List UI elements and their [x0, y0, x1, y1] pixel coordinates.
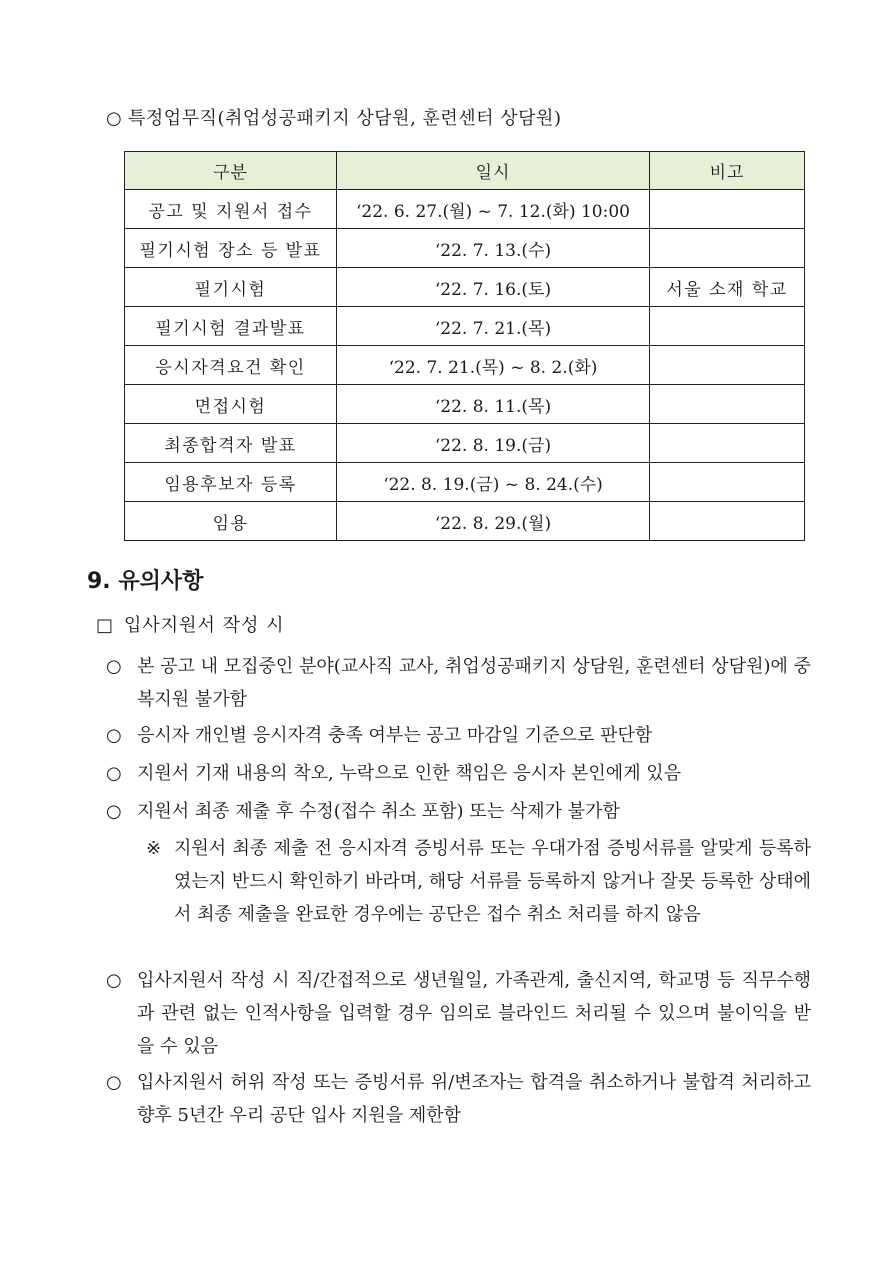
- reference-mark-icon: ※: [146, 838, 162, 859]
- circle-bullet-icon: ○: [106, 801, 122, 822]
- notice-item: [106, 964, 811, 1063]
- notice-item-text: 응시자 개인별 응시자격 충족 여부는 공고 마감일 기준으로 판단함: [137, 725, 653, 746]
- row-note: [650, 502, 805, 541]
- circle-bullet-icon: ○: [106, 970, 122, 991]
- table-row: [125, 307, 805, 346]
- row-category: 필기시험 결과발표: [125, 307, 337, 346]
- table-row: [125, 502, 805, 541]
- notice-item: [106, 1066, 811, 1132]
- row-category: 공고 및 지원서 접수: [125, 190, 337, 229]
- row-note: [650, 385, 805, 424]
- table-row: [125, 268, 805, 307]
- schedule-header-row: [125, 152, 805, 190]
- notice-item-text: 지원서 최종 제출 후 수정(접수 취소 포함) 또는 삭제가 불가함: [137, 801, 620, 822]
- notice-item-text: 본 공고 내 모집중인 분야(교사직 교사, 취업성공패키지 상담원, 훈련센터 상담원)에 중복지원 불가함: [137, 656, 811, 710]
- row-datetime: ‘22. 8. 29.(월): [337, 502, 650, 541]
- row-note: [650, 346, 805, 385]
- circle-bullet-icon: ○: [106, 763, 122, 784]
- row-note: [650, 229, 805, 268]
- notice-item-text: 지원서 기재 내용의 착오, 누락으로 인한 책임은 응시자 본인에게 있음: [137, 763, 682, 784]
- row-datetime: ‘22. 8. 19.(금): [337, 424, 650, 463]
- row-datetime: ‘22. 8. 11.(목): [337, 385, 650, 424]
- box-item-text: 입사지원서 작성 시: [124, 615, 285, 636]
- row-datetime: ‘22. 8. 19.(금) ~ 8. 24.(수): [337, 463, 650, 502]
- row-datetime: ‘22. 7. 13.(수): [337, 229, 650, 268]
- notice-item-text: 입사지원서 허위 작성 또는 증빙서류 위/변조자는 합격을 취소하거나 불합격 처리하고 향후 5년간 우리 공단 입사 지원을 제한함: [137, 1072, 811, 1126]
- row-datetime: ‘22. 7. 21.(목) ~ 8. 2.(화): [337, 346, 650, 385]
- circle-bullet-icon: ○: [106, 656, 122, 677]
- notice-item: [106, 757, 811, 790]
- row-datetime: ‘22. 7. 21.(목): [337, 307, 650, 346]
- table-row: [125, 424, 805, 463]
- notice-item-text: 입사지원서 작성 시 직/간접적으로 생년월일, 가족관계, 출신지역, 학교명 등 직무수행과 관련 없는 인적사항을 입력할 경우 임의로 블라인드 처리될 수 있으며 불이익을 받을 수 있음: [137, 970, 811, 1057]
- position-subheading-text: 특정업무직(취업성공패키지 상담원, 훈련센터 상담원): [128, 108, 562, 129]
- row-category: 임용: [125, 502, 337, 541]
- schedule-table: [124, 151, 805, 541]
- row-category: 면접시험: [125, 385, 337, 424]
- table-row: [125, 463, 805, 502]
- row-category: 임용후보자 등록: [125, 463, 337, 502]
- table-row: [125, 229, 805, 268]
- row-datetime: ‘22. 7. 16.(토): [337, 268, 650, 307]
- notice-note: [146, 832, 811, 931]
- row-category: 최종합격자 발표: [125, 424, 337, 463]
- table-row: [125, 190, 805, 229]
- notice-item: [106, 650, 811, 716]
- row-category: 필기시험 장소 등 발표: [125, 229, 337, 268]
- square-bullet-icon: □: [96, 615, 115, 636]
- box-item: [96, 611, 285, 637]
- row-note: 서울 소재 학교: [650, 268, 805, 307]
- position-subheading: [106, 104, 561, 130]
- row-note: [650, 424, 805, 463]
- table-row: [125, 346, 805, 385]
- header-datetime: 일시: [337, 152, 650, 190]
- row-note: [650, 190, 805, 229]
- header-category: 구분: [125, 152, 337, 190]
- notice-note-text: 지원서 최종 제출 전 응시자격 증빙서류 또는 우대가점 증빙서류를 알맞게 등록하였는지 반드시 확인하기 바라며, 해당 서류를 등록하지 않거나 잘못 등록한 상태에서 최종 제출을 완료한 경우에는 공단은 접수 취소 처리를 하지 않음: [174, 838, 811, 925]
- table-row: [125, 385, 805, 424]
- row-category: 필기시험: [125, 268, 337, 307]
- section-title: 9. 유의사항: [87, 569, 204, 594]
- row-note: [650, 463, 805, 502]
- row-note: [650, 307, 805, 346]
- row-datetime: ‘22. 6. 27.(월) ~ 7. 12.(화) 10:00: [337, 190, 650, 229]
- row-category: 응시자격요건 확인: [125, 346, 337, 385]
- circle-bullet-icon: ○: [106, 725, 122, 746]
- header-note: 비고: [650, 152, 805, 190]
- circle-bullet-icon: ○: [106, 1072, 122, 1093]
- notice-item: [106, 719, 811, 752]
- circle-bullet-icon: ○: [106, 108, 123, 129]
- notice-item: [106, 795, 811, 828]
